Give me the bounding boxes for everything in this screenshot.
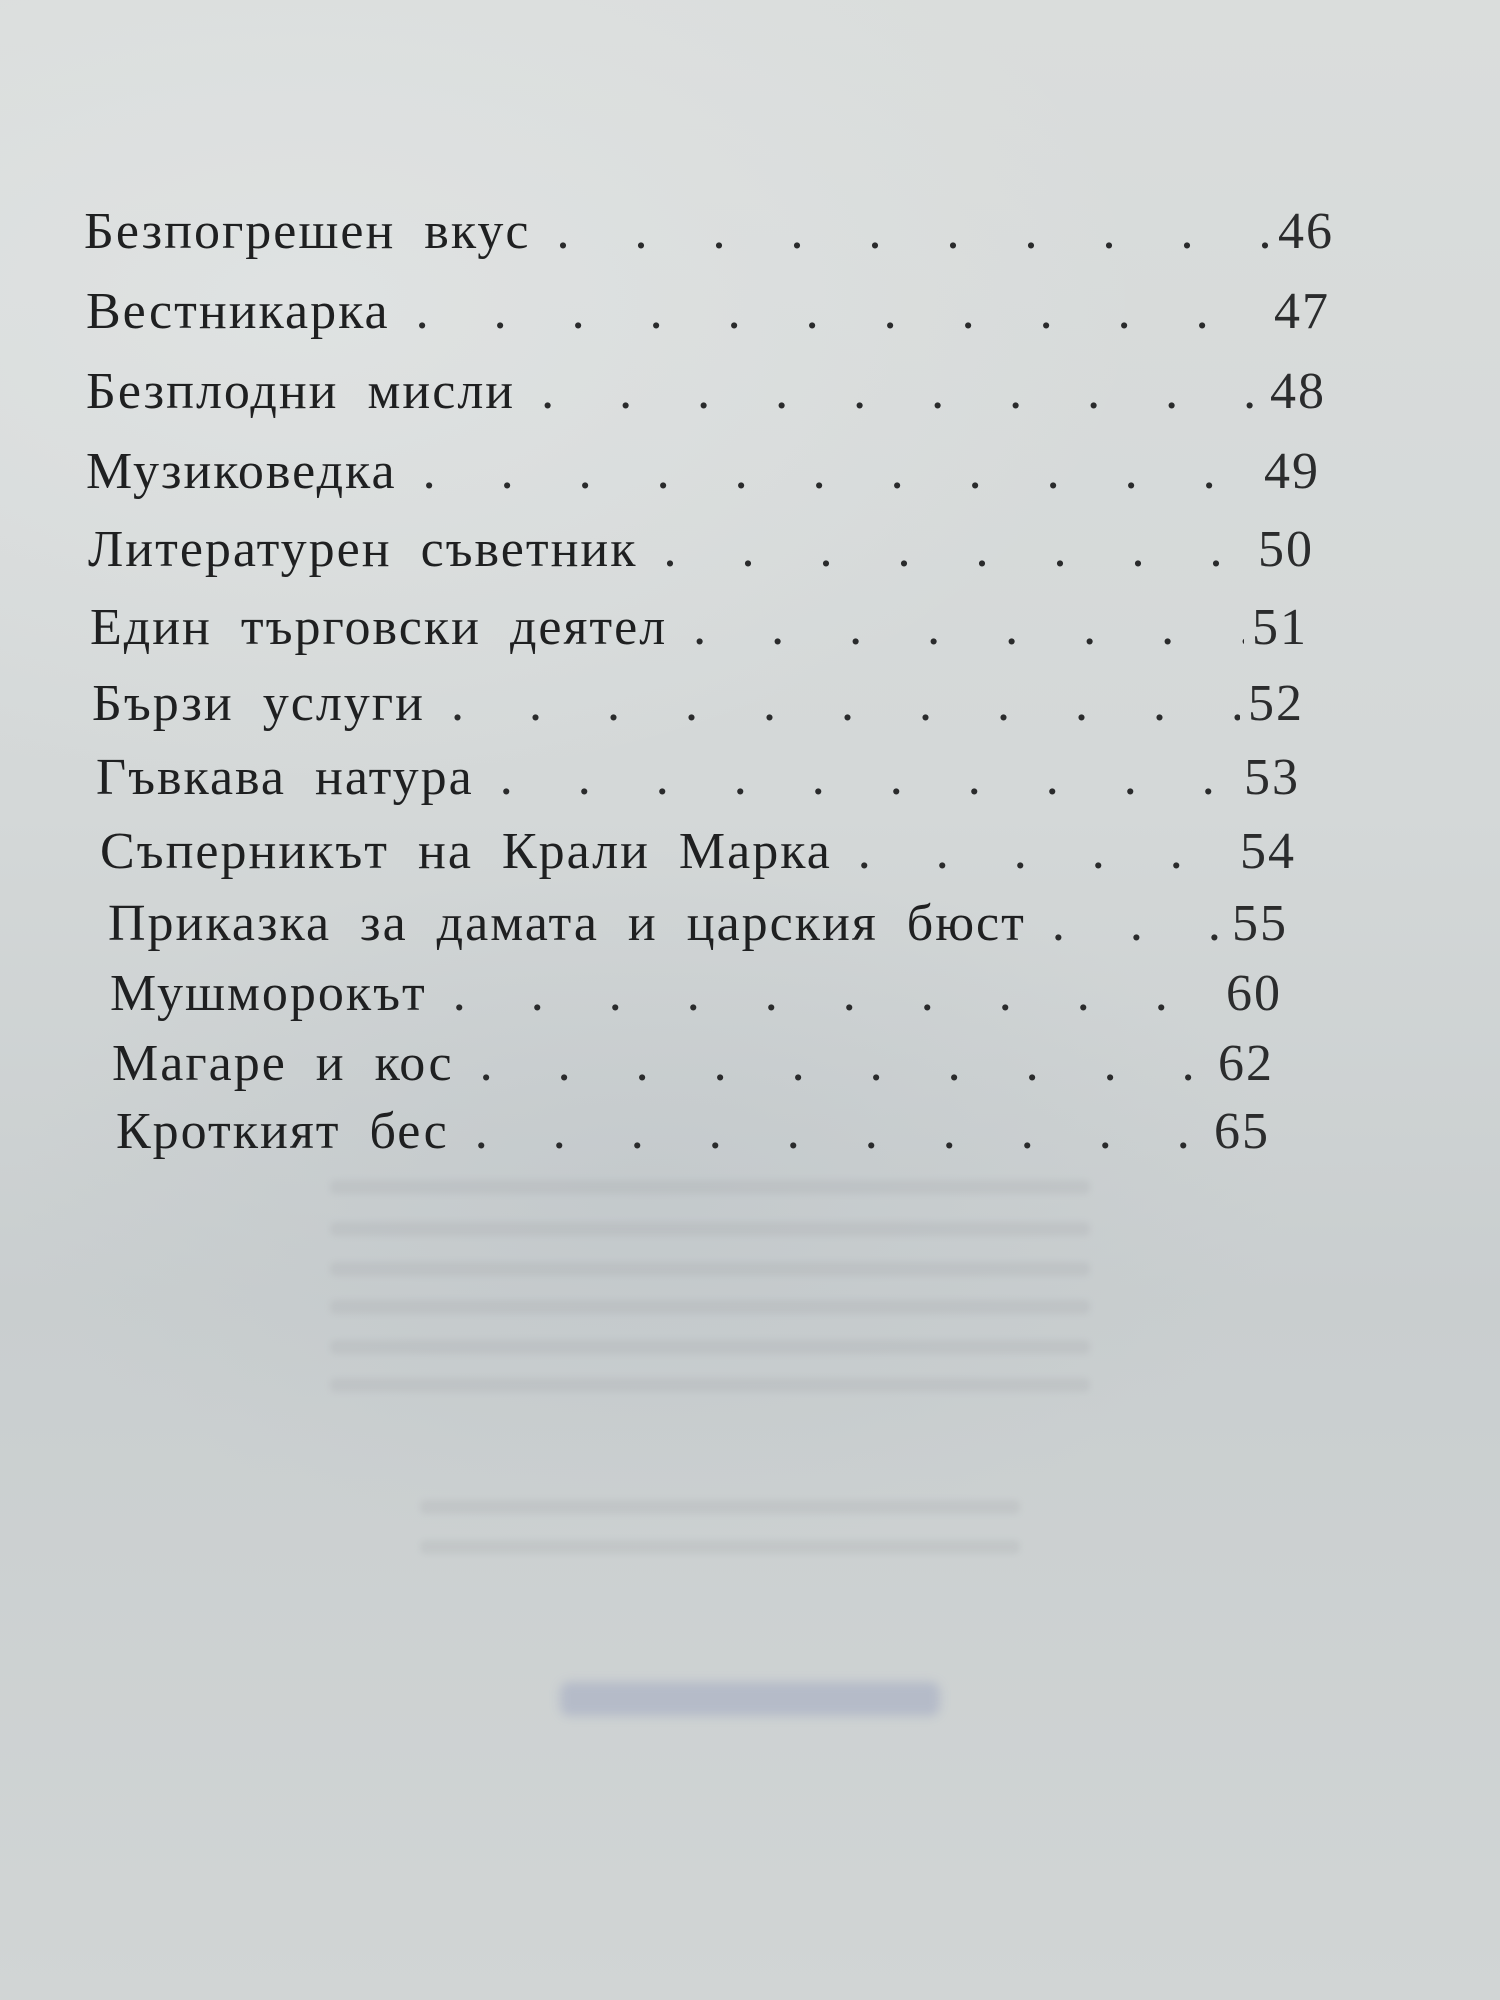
toc-entry bbox=[86, 360, 1326, 424]
toc-entry bbox=[116, 1100, 1270, 1164]
reverse-side-shadow bbox=[420, 1500, 1020, 1514]
reverse-side-shadow bbox=[420, 1540, 1020, 1554]
entry-page-number: 51 bbox=[1252, 599, 1308, 656]
entry-title: Мушморокът bbox=[110, 965, 427, 1022]
toc-entry bbox=[88, 518, 1314, 582]
reverse-side-shadow bbox=[330, 1340, 1090, 1354]
entry-title: Вестникарка bbox=[86, 283, 390, 340]
dot-leader bbox=[515, 360, 1262, 424]
dot-leader bbox=[638, 518, 1250, 582]
dot-leader bbox=[667, 596, 1244, 660]
entry-title: Приказка за дамата и царския бюст bbox=[108, 895, 1026, 952]
dot-leader bbox=[1026, 892, 1224, 956]
entry-page-number: 47 bbox=[1274, 283, 1330, 340]
entry-page-number: 46 bbox=[1278, 203, 1334, 260]
toc-entry bbox=[90, 596, 1308, 660]
entry-page-number: 62 bbox=[1218, 1035, 1274, 1092]
reverse-side-shadow bbox=[330, 1300, 1090, 1314]
toc-entry bbox=[110, 962, 1282, 1026]
entry-title: Съперникът на Крали Марка bbox=[100, 823, 832, 880]
entry-title: Литературен съветник bbox=[88, 521, 638, 578]
toc-entry bbox=[86, 280, 1330, 344]
entry-title: Кроткият бес bbox=[116, 1103, 449, 1160]
toc-entry bbox=[112, 1032, 1274, 1096]
reverse-side-shadow bbox=[330, 1222, 1090, 1236]
entry-title: Един търговски деятел bbox=[90, 599, 668, 656]
dot-leader bbox=[425, 672, 1240, 736]
entry-page-number: 50 bbox=[1258, 521, 1314, 578]
entry-title: Музиковедка bbox=[86, 443, 397, 500]
dot-leader bbox=[390, 280, 1266, 344]
entry-title: Гъвкава натура bbox=[96, 749, 474, 806]
reverse-side-shadow bbox=[330, 1262, 1090, 1276]
reverse-side-shadow bbox=[330, 1378, 1090, 1392]
entry-page-number: 54 bbox=[1240, 823, 1296, 880]
toc-entry bbox=[96, 746, 1300, 810]
entry-page-number: 55 bbox=[1232, 895, 1288, 952]
entry-page-number: 60 bbox=[1226, 965, 1282, 1022]
entry-page-number: 52 bbox=[1248, 675, 1304, 732]
dot-leader bbox=[427, 962, 1218, 1026]
entry-page-number: 49 bbox=[1264, 443, 1320, 500]
faded-stamp bbox=[560, 1682, 940, 1716]
entry-title: Магаре и кос bbox=[112, 1035, 454, 1092]
entry-page-number: 53 bbox=[1244, 749, 1300, 806]
toc-entry bbox=[86, 440, 1320, 504]
dot-leader bbox=[454, 1032, 1210, 1096]
entry-title: Безплодни мисли bbox=[86, 363, 516, 420]
entry-title: Безпогрешен вкус bbox=[84, 203, 531, 260]
toc-entry bbox=[100, 820, 1296, 884]
toc-entry bbox=[108, 892, 1288, 956]
toc-entry bbox=[84, 200, 1334, 264]
dot-leader bbox=[530, 200, 1270, 264]
dot-leader bbox=[832, 820, 1232, 884]
dot-leader bbox=[397, 440, 1256, 504]
entry-page-number: 65 bbox=[1214, 1103, 1270, 1160]
toc-entry bbox=[92, 672, 1304, 736]
dot-leader bbox=[474, 746, 1236, 810]
dot-leader bbox=[449, 1100, 1206, 1164]
entry-title: Бързи услуги bbox=[92, 675, 425, 732]
entry-page-number: 48 bbox=[1270, 363, 1326, 420]
